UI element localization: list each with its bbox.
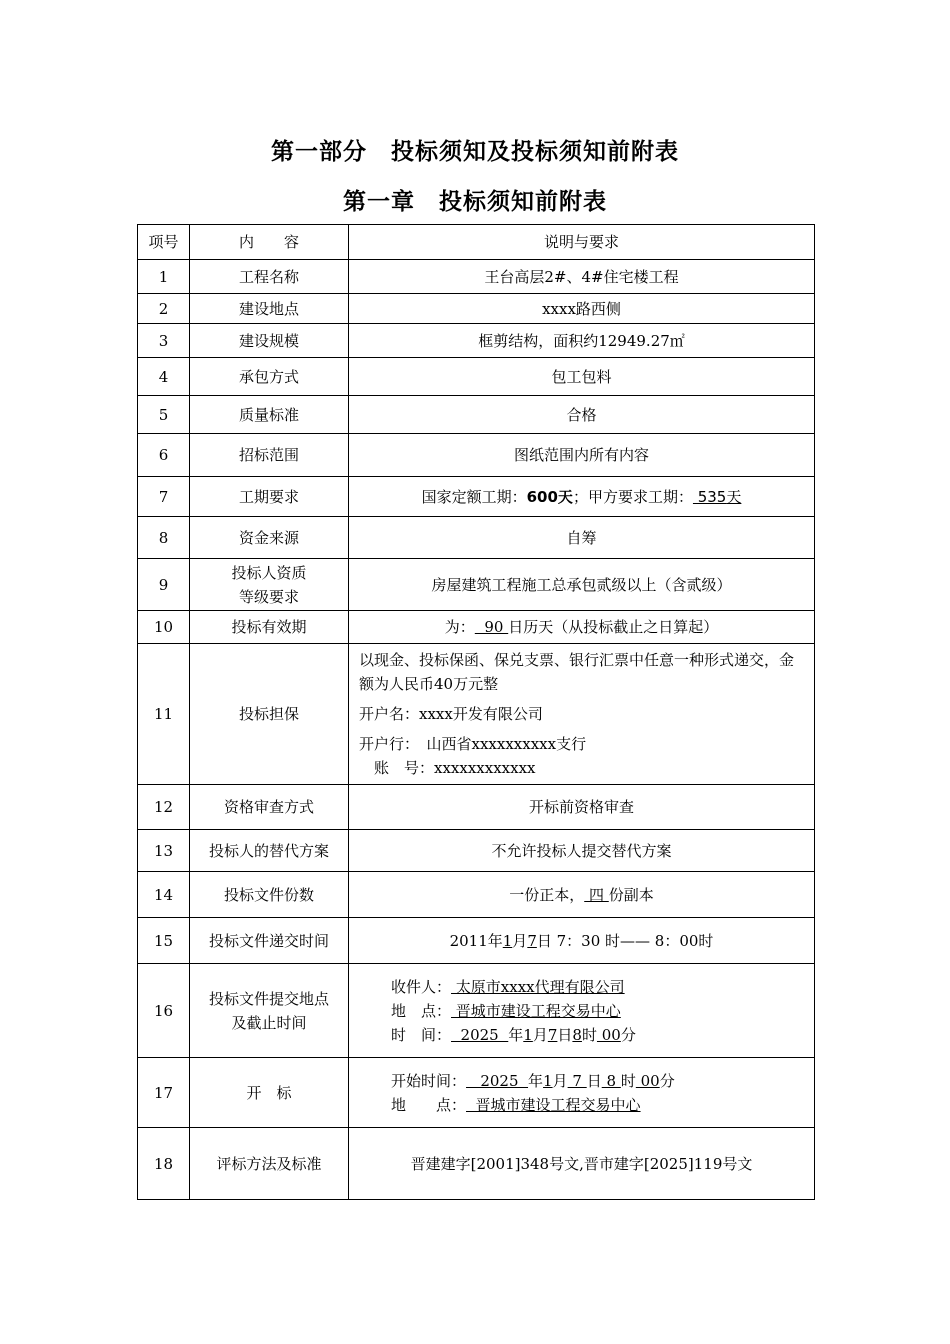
table-row: 15 投标文件递交时间 2011年1月7日 7：30 时—— 8：00时: [138, 918, 815, 964]
table-row: 14 投标文件份数 一份正本， 四 份副本: [138, 872, 815, 918]
table-row: 2 建设地点 xxxx路西侧: [138, 294, 815, 324]
table-row: 16 投标文件提交地点 及截止时间 收件人： 太原市xxxx代理有限公司 地 点： 晋城市建设工程交易中心 时 间： 2025 年1月7日8时 00分: [138, 964, 815, 1058]
header-content: 内 容: [190, 225, 349, 260]
table-row: 4 承包方式 包工包料: [138, 358, 815, 396]
chapter-title: 第一章 投标须知前附表: [343, 189, 607, 215]
header-desc: 说明与要求: [349, 225, 815, 260]
table-row: 7 工期要求 国家定额工期：600天；甲方要求工期： 535天: [138, 477, 815, 517]
table-row: 8 资金来源 自筹: [138, 517, 815, 559]
table-row: 5 质量标准 合格: [138, 396, 815, 434]
table-row: 3 建设规模 框剪结构，面积约12949.27㎡: [138, 324, 815, 358]
table-row: 13 投标人的替代方案 不允许投标人提交替代方案: [138, 830, 815, 872]
table-row: 12 资格审查方式 开标前资格审查: [138, 785, 815, 830]
part-title: 第一部分 投标须知及投标须知前附表: [271, 139, 679, 165]
table-row: 1 工程名称 王台高层2#、4#住宅楼工程: [138, 260, 815, 294]
table-row: 17 开 标 开始时间： 2025 年1月 7 日 8 时 00分 地 点： 晋城市建设工程交易中心: [138, 1058, 815, 1128]
header-no: 项号: [138, 225, 190, 260]
table-row: 18 评标方法及标准 晋建建字[2001]348号文,晋市建字[2025]119号文: [138, 1128, 815, 1200]
table-row: 11 投标担保 以现金、投标保函、保兑支票、银行汇票中任意一种形式递交，金额为人民币40万元整 开户名：xxxx开发有限公司 开户行： 山西省xxxxxxxxxx支行 账 号：xxxxxxxxxxxx: [138, 644, 815, 785]
table-row: 9 投标人资质 等级要求 房屋建筑工程施工总承包贰级以上（含贰级）: [138, 559, 815, 611]
bid-notice-table: [137, 224, 815, 1200]
table-row: 6 招标范围 图纸范围内所有内容: [138, 434, 815, 477]
table-header-row: [138, 225, 815, 260]
table-row: 10 投标有效期 为： 90 日历天（从投标截止之日算起）: [138, 611, 815, 644]
